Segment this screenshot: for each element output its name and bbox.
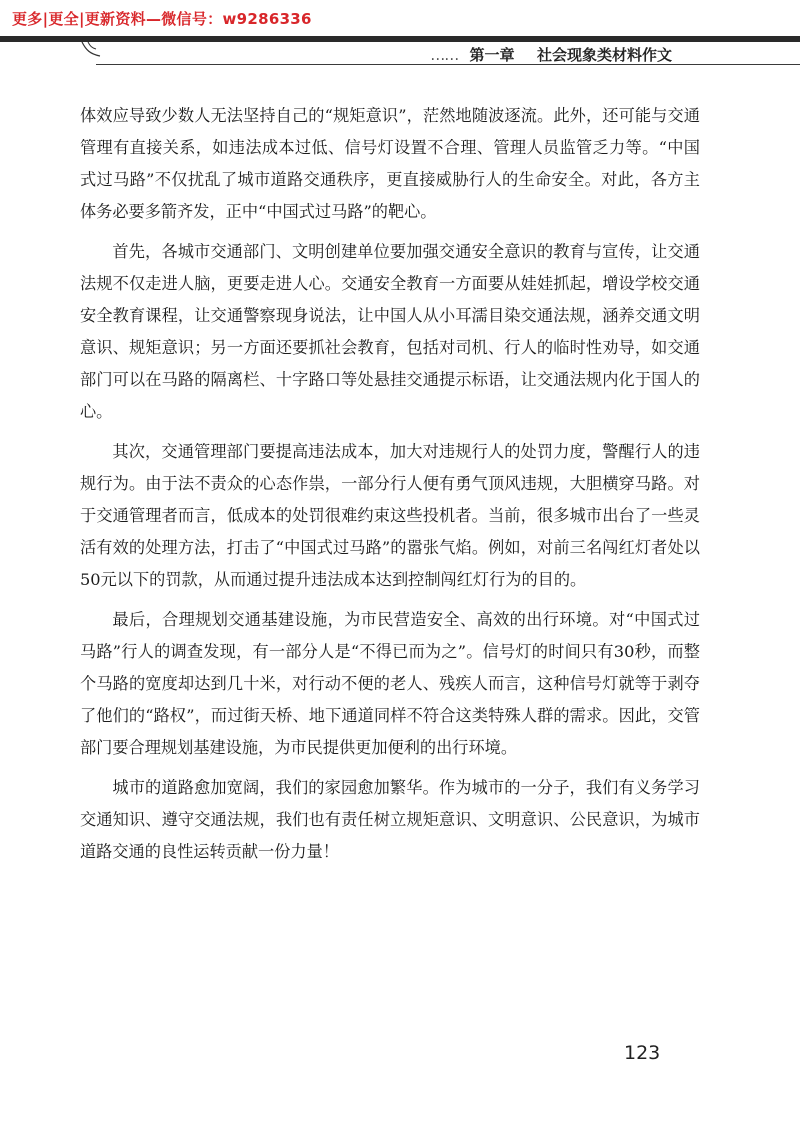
article-body	[80, 100, 700, 876]
paragraph: 体效应导致少数人无法坚持自己的“规矩意识”，茫然地随波逐流。此外，还可能与交通管理有直接关系，如违法成本过低、信号灯设置不合理、管理人员监管乏力等。“中国式过马路”不仅扰乱了城市道路交通秩序，更直接威胁行人的生命安全。对此，各方主体务必要多箭齐发，正中“中国式过马路”的靶心。	[80, 106, 700, 221]
ornament-icon	[78, 40, 108, 64]
paragraph: 其次，交通管理部门要提高违法成本，加大对违规行人的处罚力度，警醒行人的违规行为。由于法不责众的心态作祟，一部分行人便有勇气顶风违规，大胆横穿马路。对于交通管理者而言，低成本的处罚很难约束这些投机者。当前，很多城市出台了一些灵活有效的处理方法，打击了“中国式过马路”的嚣张气焰。例如，对前三名闯红灯者处以50元以下的罚款，从而通过提升违法成本达到控制闯红灯行为的目的。	[80, 442, 700, 589]
header-rule	[0, 36, 800, 42]
running-header	[430, 44, 672, 65]
chapter-title: 社会现象类材料作文	[536, 46, 672, 64]
header-dots: ……	[430, 46, 459, 64]
paragraph: 最后，合理规划交通基建设施，为市民营造安全、高效的出行环境。对“中国式过马路”行人的调查发现，有一部分人是“不得已而为之”。信号灯的时间只有30秒，而整个马路的宽度却达到几十米，对行动不便的老人、残疾人而言，这种信号灯就等于剥夺了他们的“路权”，而过街天桥、地下通道同样不符合这类特殊人群的需求。因此，交管部门要合理规划基建设施，为市民提供更加便利的出行环境。	[80, 610, 700, 757]
paragraph: 城市的道路愈加宽阔，我们的家园愈加繁华。作为城市的一分子，我们有义务学习交通知识、遵守交通法规，我们也有责任树立规矩意识、文明意识、公民意识，为城市道路交通的良性运转贡献一份力量！	[80, 778, 700, 861]
paragraph: 首先，各城市交通部门、文明创建单位要加强交通安全意识的教育与宣传，让交通法规不仅走进人脑，更要走进人心。交通安全教育一方面要从娃娃抓起，增设学校交通安全教育课程，让交通警察现身说法，让中国人从小耳濡目染交通法规，涵养交通文明意识、规矩意识；另一方面还要抓社会教育，包括对司机、行人的临时性劝导，如交通部门可以在马路的隔离栏、十字路口等处悬挂交通提示标语，让交通法规内化于国人的心。	[80, 242, 700, 421]
page-number: 123	[624, 1042, 661, 1064]
watermark-banner: 更多|更全|更新资料—微信号：w9286336	[12, 10, 312, 28]
chapter-number: 第一章	[469, 46, 515, 64]
